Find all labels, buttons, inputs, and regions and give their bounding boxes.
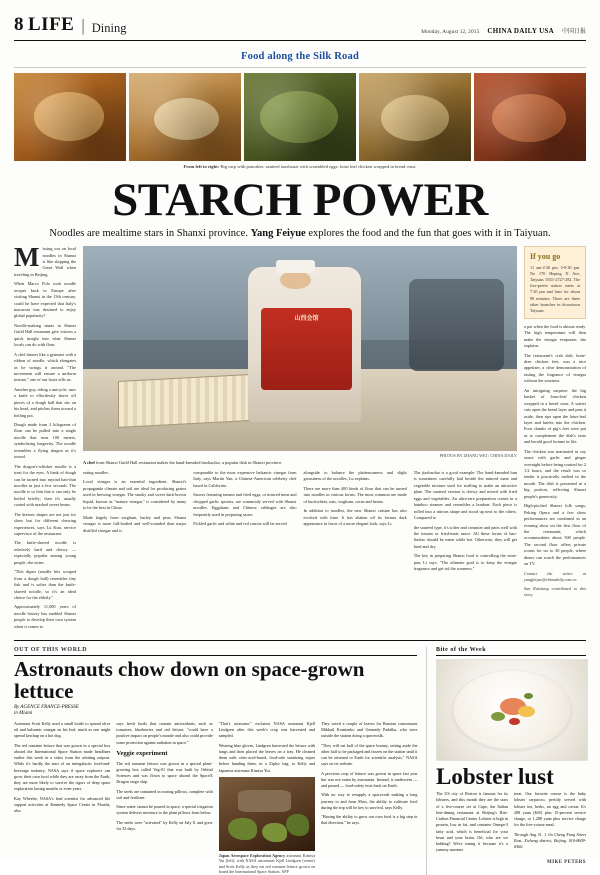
- space-column-2: [116, 721, 212, 875]
- food-photo-1: [14, 73, 126, 161]
- paragraph: treat. Our favorite course is the baby lobster carpaccio, prettily served with lobster tea, herbs, an egg and caviar. It's 288 yuan ($45) plus 15-percent service charge, or 1,288 yuan plus service charge for the five-course meal.: [514, 791, 586, 828]
- paragraph: There are more than 400 kinds of flour that can be turned into noodles in various forms. The most common are made of buckwheat, oats, sorghum, corns and beans.: [303, 485, 407, 504]
- paragraph: The seeds are contained in rooting pillows, complete with soil and fertilizer.: [116, 788, 213, 800]
- if-you-go-box: [524, 246, 586, 319]
- food-photo-3: [244, 73, 356, 161]
- bite-column-2: [514, 791, 586, 856]
- bite-column-1: [436, 791, 508, 856]
- feature-photo-caption-lead: A chef: [83, 460, 95, 466]
- contributor-note: Sun Ruisheng contributed to this story.: [524, 585, 586, 597]
- feature-center-columns: [83, 470, 517, 576]
- paragraph: Local vinegar is an essential ingredient. Shanxi's propaganda climate and soil are ideal for producing grains used in brewing vinegar. The smoky and sweet dark-brown liquid, known as "mature vinegar," is considered by many to be the best in China.: [83, 479, 187, 511]
- paragraph: "That's awesome," exclaims NASA astronaut Kjell Lindgren after this week's crop was harvested and sampled.: [218, 720, 316, 739]
- section-name: LIFE: [28, 14, 75, 35]
- paragraph: The restaurant's crab dish, bone-dree chicken feet, was a nice appetizer, a clear demonstration of tasting the fragrance of vinegar without the sourness.: [524, 352, 586, 384]
- article-subhead: Veggie experiment: [116, 749, 168, 757]
- bite-headline: Lobster lust: [436, 764, 554, 790]
- paragraph: The key in preparing Shanxi food is controlling the wine-pan, Li says. "The ultimate goal is to keep the vinegar fragrance and get rid the sourness.": [413, 553, 517, 572]
- bite-kicker: Bite of the Week: [436, 647, 586, 656]
- photo-strip-caption: [14, 164, 586, 170]
- paragraph: Wearing blue gloves, Lindgren harvested the lettuce with tongs and then placed the leaves on a tray. He cleaned them with citric-acid-based, food-safe sanitizing wipes before handing them, in a Ziploc bag, to Kelly and Japanese astronaut Kimiya Yui.: [218, 742, 316, 773]
- paragraph: High-pitched Shanxi folk songs, Peking Opera and a few show performances are combined in an evening show on the first floor of the restaurant, which accommodates about 500 people. The second floor offers private rooms for six to 30 people, where diners can watch the performances on TV.: [524, 503, 586, 567]
- space-photo-caption-lead: Japan Aerospace Exploration Agency: [218, 852, 286, 858]
- lower-section: [14, 647, 586, 875]
- article-kicker: OUT OF THIS WORLD: [14, 647, 417, 656]
- paragraph: comparable to the most expensive balsamic vinegar from Italy, says Martin Yan, a Chinese-American celebrity chef based in California.: [193, 470, 297, 488]
- feature-column-2: [83, 470, 186, 576]
- feature-column-4: [304, 470, 407, 576]
- paragraph: The knife-shaved noodle is relatively hard and chewy — especially popular among young people, she notes.: [14, 540, 76, 565]
- deck-author: Yang Feiyue: [250, 227, 306, 239]
- column-divider: [426, 647, 427, 875]
- series-banner: [14, 46, 586, 68]
- paragraph: A previous crop of lettuce was grown in space last year but was not eaten by astronauts. Instead, it underwent — and passed — food-safety tests back on Earth.: [321, 770, 418, 789]
- paragraph: Made largely from sorghum, barley and peas, Shanxi vinegar is more full-bodied and well-rounded than major distilled vinegar and is: [83, 514, 187, 533]
- paragraph: [14, 242, 76, 278]
- if-you-go-title: If you go: [530, 252, 561, 262]
- food-photo-2: [129, 73, 241, 161]
- paragraph: The jiaobaolao is a good example: The hand-kneaded bun is sometimes carefully laid beside the minced meat and vegetable mixture used for stuffing to make an attractive plate. The sauteed version is chewy and mixed with fried eggs and vegetables. An ultra-rare preparation comes in a bamboo steamer and resembles a bonbon: Each piece is rolled into a nitrous shape and stood up next to the others. Compared to: [413, 470, 517, 521]
- photo-strip: [14, 73, 586, 161]
- space-photo-credit: AFP: [281, 869, 289, 875]
- feature-column-5: [414, 470, 517, 576]
- paragraph: Sauces featuring tomato and fried eggs, or minced meat and chopped garlic sprouts, are commonly served with Shanxi noodles. Eggplants and Chinese cabbages are also frequently used in preparing sauce.: [193, 492, 297, 517]
- space-lettuce-photo: [219, 777, 315, 851]
- paragraph: Kay Wheeler, NASA's lead scientist for advanced life support activities at Kennedy Space Center in Florida, also: [14, 795, 111, 814]
- bite-columns: [436, 791, 586, 856]
- paragraph: With no way to resupply a spacecraft making a long journey to and from Mars, the ability to cultivate food during the trip will be key to survival, says Kelly.: [321, 792, 418, 810]
- photo-strip-caption-text: Big carp with pancakes; sauteed taozhouzi with scrambled eggs; lotus leaf chicken wrapped in bread crust.: [220, 164, 417, 169]
- paragraph: "Having the ability to grow our own food is a big step in that direction," he says.: [321, 814, 418, 826]
- paragraph: The dragon's-whisker noodle is a treat for the eyes. A hank of dough can be turned into myriad hair-thin noodles in just a few seconds. The noodle is so thin that it can only be boiled briefly; then it's usually coated with mashed sweet beans.: [14, 463, 76, 508]
- space-lettuce-article: [14, 647, 417, 875]
- space-column-3: [219, 721, 315, 875]
- space-column-4: [321, 721, 417, 875]
- dropcap: M: [14, 242, 40, 273]
- paragraph: "They will eat half of the space bounty, setting aside the other half to be packaged and frozen on the station until it can be returned to Earth for scientific analysis," NASA says on its website.: [321, 742, 418, 767]
- paragraph: Since water cannot be poured in space, a special irrigation system delivers moisture to the plant pillows from below.: [116, 804, 213, 816]
- paragraph: the sauteed type, it's softer and creamier and pairs well with the tomato or fried-meat sauce. All these forms of hao-liaolao should be eaten while hot. Otherwise, they will get hard and dry.: [413, 524, 517, 549]
- page-title: STARCH POWER: [112, 173, 488, 226]
- writer-contact: Contact the writer at yangfeiyue@chinadaily.com.cn: [524, 570, 586, 582]
- feature-photo-caption-text: from Shanxi Guild Hall restaurant makes the hand-kneaded haoliaolao, a popular dish in Shanxi province.: [94, 460, 283, 466]
- feature-main-photo: [83, 246, 517, 451]
- paragraph: In addition to noodles, the new Shanxi cuisine has also evolved with time. It has shaken off its former dark appearance in favor of a more elegant look, says Li.: [303, 508, 407, 527]
- paragraph: Approximately 11,000 years of noodle history has enabled Shanxi people to develop their own system when it comes to: [14, 604, 76, 629]
- food-photo-4: [359, 73, 471, 161]
- masthead-right: [421, 26, 586, 36]
- lobster-photo: [436, 659, 588, 761]
- issue-date: Monday, August 12, 2015: [421, 29, 480, 35]
- paragraph: The red romaine lettuce that was grown in a special box aboard the International Space Station made headlines earlier this week in a video from the orbiting outpost. While it's hardly the start of an intergalactic food-and-beverage industry, NASA says if space explorers can grow their own food while they are away from the Earth, they are more likely to survive the rigors of deep space exploration lasting months or even years.: [14, 742, 111, 792]
- feature-photo-caption: [83, 460, 517, 466]
- feature-center-block: [83, 246, 517, 633]
- paragraph: They saved a couple of leaves for Russian cosmonauts Mikhail Kornienko and Gennady Padalka, who were outside the station doing a spacewalk.: [321, 720, 418, 739]
- paper-name-chinese: 中国日报: [561, 29, 586, 35]
- paper-name: CHINA DAILY USA: [487, 27, 554, 35]
- paragraph: A chef dances like a gymnast with a ribbon of noodle, which elongates as he swings it around. "The movement will ensure a uniform texture," one of our hosts tells us.: [14, 351, 76, 383]
- bite-of-the-week: [436, 647, 586, 875]
- paragraph: a pot when the food is almost ready. The high temperature will then make the vinegar evaporate, she explains.: [524, 323, 587, 349]
- paragraph: The US city of Boston is famous for its lobsters, and this month they are the stars of a five-course set at Cupe, the Italian fine-dining restaurant at Beijing's Ritz-Carlton Financial Center. Lobster is high in protein, low in fat, and contains Omega-3 fatty acid, which is beneficial for your heart and your brain. Oil, who are we kidding? We're eating it because it's a yummy summer: [436, 791, 508, 853]
- subsection-name: Dining: [91, 21, 127, 35]
- paragraph: Noodle-making stunts in Shanxi Guild Hall restaurant give visitors a quick insight into what Shanxi locals can do with flour.: [14, 322, 76, 348]
- paragraph: Through Aug 31. 1 Jin Cheng Fang Street East, Xicheng district, Beijing. 010-8609-6566.: [514, 831, 586, 850]
- feature-body: [14, 242, 587, 641]
- paragraph: The red romaine lettuce was grown in a special plant-growing box called Veg-01 that was built by Orbital Sciences and was flown to space aboard the SpaceX Dragon cargo ship.: [116, 760, 213, 785]
- space-article-columns: [14, 721, 417, 875]
- paragraph: alongside to balance the platterousness and slight greasiness of the noodles, Lu explains.: [303, 470, 407, 482]
- paragraph: An intriguing surprise: the big basket of lotus-leaf chicken wrapped in a bread crust. A waiter cuts open the bread layer and puts it aside, then rips open the lotus-leaf layer and knifes into the chicken. Four chunks of pig's feet were put in to complement the dish's taste and herald good fortune in life.: [524, 387, 586, 445]
- paragraph: Another guy, riding a unicycle, uses a knife to effortlessly shave off pieces of a dough ball that sits on his head, and pitches them toward a boiling pot.: [14, 386, 76, 418]
- byline-place: in Miami: [14, 711, 33, 717]
- feature-photo-credit: PHOTOS BY ZHANG WEI / CHINA DAILY: [439, 453, 517, 459]
- space-photo-caption: [219, 853, 315, 875]
- space-photo-caption-text: astronaut Kimiya Yui (left), with NASA astronauts Kjell Lindgren (center) and Scott Kelly as they eat red romaine lettuce grown on board the International Space Station.: [218, 852, 316, 875]
- paragraph: Pickled garlic and white and red carrots will be served: [193, 521, 287, 527]
- feature-column-3: [193, 470, 296, 576]
- paragraph: When Marco Polo took noodle recipes back to Europe after visiting Shanxi in the 13th century, could he have expected that Italy's macaroni was destined to enjoy global popularity?: [14, 281, 76, 319]
- if-you-go-body: 11 am-2:30 pm, 5-9:30 pm. No 170 Heping N Ave, Taiyuan. 0351-2727-282. The fixe-prefer nation starts at 7:30 pm and lasts for about 90 minutes. There are three other branches in downtown Taiyuan.: [530, 265, 580, 313]
- page-number: 8: [14, 14, 23, 35]
- masthead-divider: |: [81, 16, 85, 35]
- deck-post: explores the food and the fun that goes with it in Taiyuan.: [305, 227, 551, 239]
- paragraph: The dresses shapes are not just for show but for different chewing experiences, says Lu Kun, service supervisor of the restaurant.: [14, 511, 76, 537]
- paragraph-text: issing out on local noodles in Shanxi is like skipping the Great Wall when traveling in Beijing.: [14, 246, 76, 277]
- masthead: [14, 0, 586, 41]
- photo-strip-caption-lead: From left to right:: [183, 164, 220, 169]
- feature-column-1: [14, 242, 76, 633]
- paragraph: Dough made from 2 kilograms of flour can be pulled into a single noodle that runs 100 meters, symbolizing longevity. The noodle resembles a flying dragon as it's tossed.: [14, 422, 76, 460]
- paragraph: The seeds were "activated" by Kelly on July 8, and grew for 33 days.: [116, 819, 213, 831]
- paragraph: eating noodles.: [83, 470, 110, 476]
- paragraph: "This dipan (noodle bits scraped from a dough ball) resembles tiny fish and is softer than the knife-shaved noodle, so it's an ideal choice for the elderly.": [14, 569, 76, 600]
- article-headline: Astronauts chow down on space-grown lettuce: [14, 657, 365, 703]
- series-banner-title: Food along the Silk Road: [241, 51, 359, 62]
- bite-signature: MIKE PETERS: [547, 859, 586, 865]
- feature-deck: [14, 227, 586, 240]
- paragraph: says fresh foods that contain antioxidants, such as tomatoes, blueberries and red lettuce, "could have a positive impact on people's morale and also could provide some protection against radiation in space.": [116, 720, 213, 745]
- deck-pre: Noodles are mealtime stars in Shanxi province.: [49, 227, 251, 239]
- apron-text: 山西会馆: [294, 315, 319, 322]
- byline-name: By AGENCE FRANCE-PRESSE: [14, 704, 79, 710]
- article-byline: [14, 705, 417, 718]
- paragraph: Astronaut Scott Kelly used a small bottle to spread olive oil and balsamic vinegar on his leaf, much as one might spread ketchup on a hot dog.: [14, 720, 111, 739]
- space-column-1: [14, 721, 110, 875]
- food-photo-5: [474, 73, 586, 161]
- paragraph: The chicken was marinated in soy sauce with garlic and ginger overnight before being roasted for 2 1/2 hours, and the result was so tender it practically melted in the mouth. The dish is presented in a big portion, reflecting Shanxi people's generosity.: [524, 448, 586, 499]
- feature-column-6: [524, 246, 586, 633]
